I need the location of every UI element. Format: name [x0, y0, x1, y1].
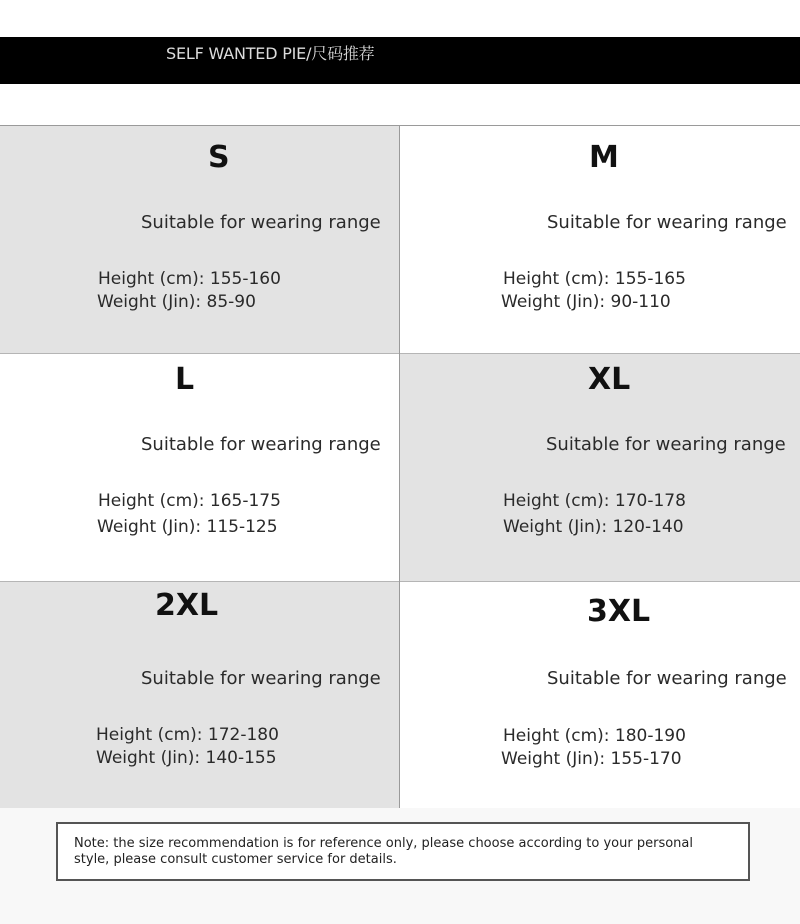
- size-grid: [0, 125, 800, 808]
- weight-range: Weight (Jin): 90-110: [501, 292, 671, 312]
- range-label: Suitable for wearing range: [141, 434, 381, 455]
- weight-range: Weight (Jin): 140-155: [96, 748, 277, 768]
- size-label: XL: [588, 362, 631, 397]
- size-label: S: [208, 140, 230, 175]
- height-range: Height (cm): 155-160: [98, 269, 281, 289]
- size-label: 3XL: [587, 594, 651, 629]
- height-range: Height (cm): 155-165: [503, 269, 686, 289]
- height-range: Height (cm): 180-190: [503, 726, 686, 746]
- note-text: Note: the size recommendation is for reference only, please choose according to your personal style, please consult customer service for details.: [74, 836, 693, 867]
- size-card-l: [0, 354, 400, 581]
- height-range: Height (cm): 165-175: [98, 491, 281, 511]
- weight-range: Weight (Jin): 155-170: [501, 749, 682, 769]
- weight-range: Weight (Jin): 120-140: [503, 517, 684, 537]
- weight-range: Weight (Jin): 85-90: [97, 292, 256, 312]
- size-label: M: [589, 140, 619, 175]
- header-bar: [0, 37, 800, 84]
- size-card-s: [0, 126, 400, 353]
- range-label: Suitable for wearing range: [141, 668, 381, 689]
- page-title: SELF WANTED PIE/尺码推荐: [166, 44, 375, 63]
- note-box: [56, 822, 750, 881]
- size-label: 2XL: [155, 588, 219, 623]
- height-range: Height (cm): 170-178: [503, 491, 686, 511]
- range-label: Suitable for wearing range: [547, 212, 787, 233]
- size-card-m: [400, 126, 800, 353]
- size-label: L: [175, 362, 195, 397]
- size-card-3xl: [400, 582, 800, 809]
- range-label: Suitable for wearing range: [547, 668, 787, 689]
- weight-range: Weight (Jin): 115-125: [97, 517, 278, 537]
- range-label: Suitable for wearing range: [141, 212, 381, 233]
- size-card-xl: [400, 354, 800, 581]
- size-card-2xl: [0, 582, 400, 809]
- column-divider: [399, 126, 400, 809]
- range-label: Suitable for wearing range: [546, 434, 786, 455]
- height-range: Height (cm): 172-180: [96, 725, 279, 745]
